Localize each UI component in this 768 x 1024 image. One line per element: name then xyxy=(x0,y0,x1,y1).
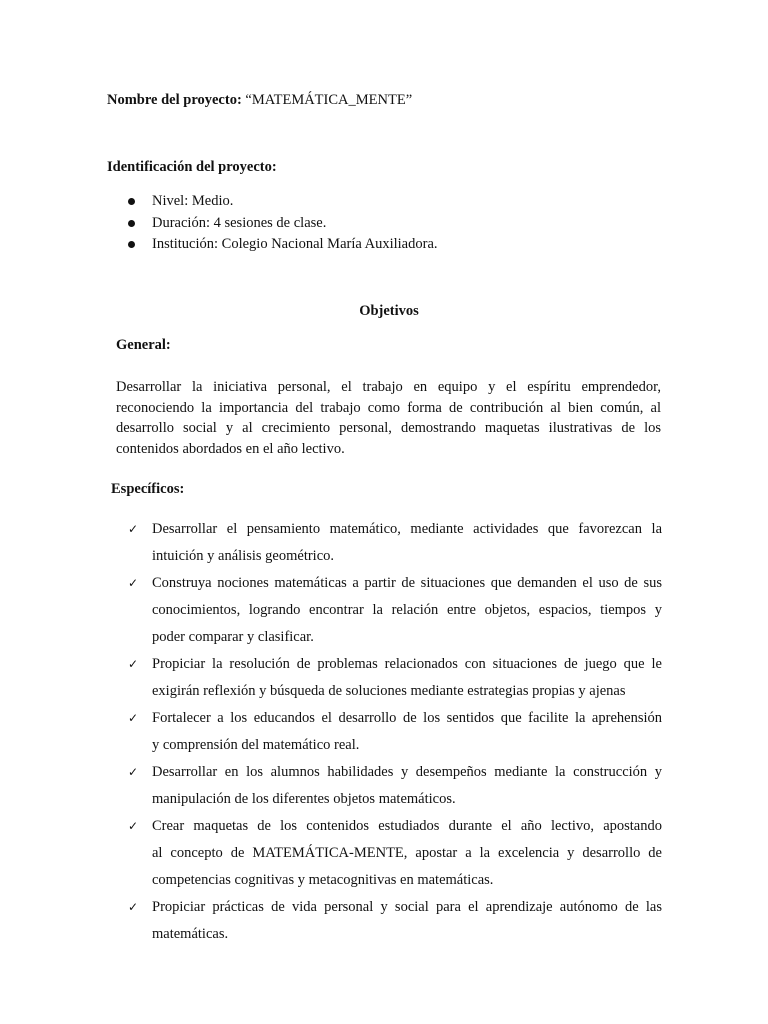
list-item-line: al concepto de MATEMÁTICA-MENTE, apostar a la excelencia y desarrollo de xyxy=(152,845,662,861)
general-paragraph xyxy=(116,377,661,459)
list-item xyxy=(128,192,438,214)
checkmark-icon: ✓ xyxy=(128,711,139,725)
bullet-dot-icon xyxy=(128,198,135,205)
list-item-line: Crear maquetas de los contenidos estudiados durante el año lectivo, apostando xyxy=(152,818,662,834)
list-item-line: exigirán reflexión y búsqueda de soluciones mediante estrategias propias y ajenas xyxy=(152,683,626,699)
specific-objectives-list xyxy=(128,516,662,948)
list-item-line: intuición y análisis geométrico. xyxy=(152,548,335,564)
list-item-line: Desarrollar el pensamiento matemático, mediante actividades que favorezcan la xyxy=(152,521,662,537)
list-item-line: manipulación de los diferentes objetos matemáticos. xyxy=(152,791,456,807)
list-item xyxy=(128,705,662,759)
list-item-line: Fortalecer a los educandos el desarrollo de los sentidos que facilite la aprehensión xyxy=(152,710,662,726)
list-item xyxy=(128,235,438,257)
paragraph-line: Desarrollar la iniciativa personal, el trabajo en equipo y el espíritu emprendedor, xyxy=(116,379,661,395)
specific-heading: Específicos: xyxy=(111,481,185,497)
general-heading: General: xyxy=(116,337,171,353)
list-item-text: Duración: 4 sesiones de clase. xyxy=(152,214,327,231)
checkmark-icon: ✓ xyxy=(128,819,139,833)
list-item-text: Institución: Colegio Nacional María Auxiliadora. xyxy=(152,236,438,252)
project-name-label: Nombre del proyecto: xyxy=(107,92,242,108)
list-item xyxy=(128,214,438,236)
list-item xyxy=(128,570,662,651)
checkmark-icon: ✓ xyxy=(128,765,139,779)
list-item-line: y comprensión del matemático real. xyxy=(152,737,360,753)
project-name-line xyxy=(107,92,412,109)
list-item xyxy=(128,894,662,948)
list-item xyxy=(128,813,662,894)
paragraph-line: reconociendo la importancia del trabajo como forma de contribución al bien común, al xyxy=(116,399,661,416)
list-item-line: conocimientos, logrando encontrar la relación entre objetos, espacios, tiempos y xyxy=(152,602,662,618)
bullet-dot-icon xyxy=(128,241,135,248)
bullet-dot-icon xyxy=(128,220,135,227)
list-item-text: Nivel: Medio. xyxy=(152,193,234,209)
list-item xyxy=(128,759,662,813)
list-item-line: Propiciar la resolución de problemas relacionados con situaciones de juego que le xyxy=(152,656,662,672)
list-item-line: matemáticas. xyxy=(152,926,229,942)
list-item xyxy=(128,651,662,705)
list-item-line: poder comparar y clasificar. xyxy=(152,629,314,645)
checkmark-icon: ✓ xyxy=(128,900,139,914)
identification-list xyxy=(128,192,438,257)
checkmark-icon: ✓ xyxy=(128,657,139,671)
identification-heading: Identificación del proyecto: xyxy=(107,159,277,175)
list-item-line: competencias cognitivas y metacognitivas en matemáticas. xyxy=(152,872,494,888)
objectives-heading: Objetivos xyxy=(359,303,419,319)
paragraph-line: desarrollo social y al crecimiento personal, demostrando maquetas ilustrativas de los xyxy=(116,420,661,436)
project-name-value: “MATEMÁTICA_MENTE” xyxy=(241,92,413,108)
paragraph-line: contenidos abordados en el año lectivo. xyxy=(116,440,345,457)
checkmark-icon: ✓ xyxy=(128,522,139,536)
list-item-line: Desarrollar en los alumnos habilidades y desempeños mediante la construcción y xyxy=(152,764,662,780)
list-item-line: Propiciar prácticas de vida personal y social para el aprendizaje autónomo de las xyxy=(152,899,662,915)
list-item-line: Construya nociones matemáticas a partir de situaciones que demanden el uso de sus xyxy=(152,575,662,591)
list-item xyxy=(128,516,662,570)
checkmark-icon: ✓ xyxy=(128,576,139,590)
